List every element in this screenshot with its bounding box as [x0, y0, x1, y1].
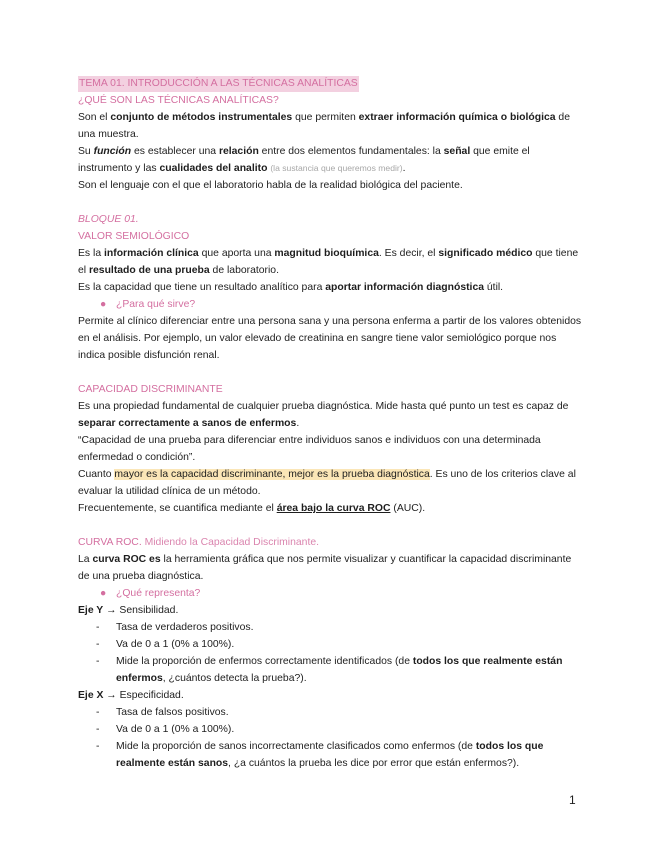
eje-y-item-3: - Mide la proporción de enfermos correctamente identificados (de todos los que realmente están enfermos, ¿cuántos detecta la prueba?). [96, 656, 563, 684]
curva-paragraph-1: La curva ROC es la herramienta gráfica que nos permite visualizar y cuantificar la capacidad discriminante de una prueba diagnóstica. [78, 554, 572, 582]
capacidad-quote: “Capacidad de una prueba para diferenciar entre individuos sanos e individuos con una determinada enfermedad o condición”. [78, 435, 541, 463]
eje-y-line: Eje Y → Sensibilidad. [78, 605, 179, 616]
eje-x-item-2: - Va de 0 a 1 (0% a 100%). [96, 724, 235, 735]
intro-paragraph-3: Son el lenguaje con el que el laboratorio habla de la realidad biológica del paciente. [78, 180, 463, 191]
capacidad-paragraph-3: Cuanto mayor es la capacidad discriminante, mejor es la prueba diagnóstica. Es uno de los criterios clave al evaluar la utilidad clínica de un método. [78, 469, 576, 497]
section-heading-curva-roc: CURVA ROC. Midiendo la Capacidad Discriminante. [78, 537, 320, 548]
valor-paragraph-3: Permite al clínico diferenciar entre una persona sana y una persona enferma a partir de los valores obtenidos en el análisis. Por ejemplo, un valor elevado de creatinina en sangre tiene valor semiológico porque nos indica posible disfunción renal. [78, 316, 582, 361]
bullet-dot-icon: ● [100, 588, 107, 599]
document-title: TEMA 01. INTRODUCCIÓN A LAS TÉCNICAS ANALÍTICAS [78, 76, 359, 92]
highlighted-text: mayor es la capacidad discriminante, mejor es la prueba diagnóstica [114, 469, 430, 480]
intro-paragraph-2: Su función es establecer una relación entre dos elementos fundamentales: la señal que emite el instrumento y las cualidades del analito (la sustancia que queremos medir). [78, 146, 530, 174]
eje-x-item-1: - Tasa de falsos positivos. [96, 707, 229, 718]
intro-heading: ¿QUÉ SON LAS TÉCNICAS ANALÍTICAS? [78, 95, 279, 106]
document-page [78, 75, 583, 772]
bullet-dot-icon: ● [100, 299, 107, 310]
eje-x-item-3: - Mide la proporción de sanos incorrectamente clasificados como enfermos (de todos los que realmente están sanos, ¿a cuántos la prueba les dice por error que están enfermos?). [96, 741, 544, 769]
valor-paragraph-1: Es la información clínica que aporta una magnitud bioquímica. Es decir, el significado médico que tiene el resultado de una prueba de laboratorio. [78, 248, 579, 276]
curva-bullet: ● ¿Qué representa? [78, 585, 583, 602]
valor-bullet: ● ¿Para qué sirve? [78, 296, 583, 313]
capacidad-paragraph-4: Frecuentemente, se cuantifica mediante el área bajo la curva ROC (AUC). [78, 503, 426, 514]
capacidad-paragraph-1: Es una propiedad fundamental de cualquier prueba diagnóstica. Mide hasta qué punto un test es capaz de separar correctamente a sanos de enfermos. [78, 401, 569, 429]
eje-y-item-2: - Va de 0 a 1 (0% a 100%). [96, 639, 235, 650]
block-label: BLOQUE 01. [78, 214, 139, 225]
intro-paragraph-1: Son el conjunto de métodos instrumentales que permiten extraer información química o biológica de una muestra. [78, 112, 570, 140]
page-number: 1 [569, 793, 576, 807]
eje-x-line: Eje X → Especificidad. [78, 690, 184, 701]
section-heading-capacidad: CAPACIDAD DISCRIMINANTE [78, 384, 223, 395]
valor-paragraph-2: Es la capacidad que tiene un resultado analítico para aportar información diagnóstica útil. [78, 282, 504, 293]
section-heading-valor-semiologico: VALOR SEMIOLÓGICO [78, 231, 190, 242]
eje-y-item-1: - Tasa de verdaderos positivos. [96, 622, 254, 633]
